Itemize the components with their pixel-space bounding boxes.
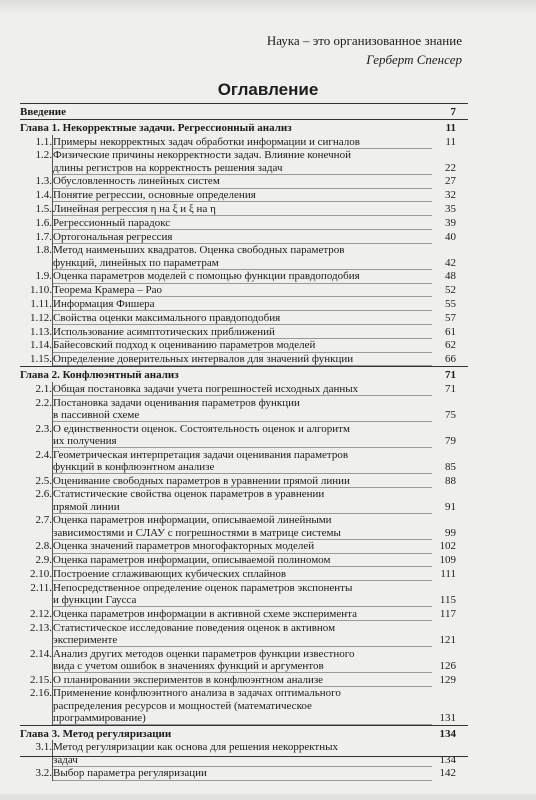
entry-title-line: Геометрическая интерпретация задачи оценивания параметров [53,448,349,461]
entry-title-line: Оценка параметров моделей с помощью функции правдоподобия [53,270,360,283]
page-number: 129 [439,673,456,686]
toc-section-entry[interactable] [20,475,468,487]
entry-title [53,622,432,646]
entry-title-line: Оценка параметров информации в активной схеме эксперимента [53,607,357,620]
entry-title-line: Определение доверительных интервалов для значений функции [53,353,354,366]
entry-title [20,122,432,134]
entry-title-line: Оценка параметров информации, описываемой полиномом [53,554,331,567]
toc-column-rule [52,740,53,781]
chapter-divider [20,119,468,120]
toc-section-entry[interactable] [20,339,468,351]
entry-title-line: функций, линейных по параметрам [53,256,219,269]
page-number: 115 [439,593,456,606]
toc-section-entry[interactable] [20,244,468,268]
entry-title-line: Анализ других методов оценки параметров функции известного [53,647,355,660]
entry-title-line: Глава 1. Некорректные задачи. Регрессионный анализ [20,121,292,134]
entry-title-line: Физические причины некорректности задач. Влияние конечной [53,149,351,162]
toc-section-entry[interactable] [20,298,468,310]
entry-title [53,608,432,620]
entry-title [53,554,432,566]
page-bottom-edge [0,794,536,800]
entry-title [53,449,432,473]
section-number: 1.1. [35,135,52,148]
section-number: 2.7. [35,514,52,527]
entry-title [53,244,432,268]
entry-title [53,767,432,779]
section-number: 1.8. [35,244,52,257]
entry-title [53,231,432,243]
toc-bottom-rule [20,756,468,757]
entry-title-line: программирование) [53,711,146,724]
chapter-divider [20,366,468,367]
entry-title-line: Постановка задачи оценивания параметров функции [53,396,300,409]
page-number: 134 [439,727,456,740]
entry-title-line: длины регистров на корректность решения задач [53,161,283,174]
entry-title-line: зависимостями и СЛАУ с погрешностями в матрице системы [53,526,341,539]
section-number: 2.11. [30,581,52,594]
entry-title-line: Непосредственное определение оценок параметров экспоненты [53,581,353,594]
entry-title [53,175,432,187]
entry-title-line: Теорема Крамера – Рао [53,284,163,297]
entry-title-line: Оценка значений параметров многофакторных моделей [53,540,315,553]
section-number: 1.14. [30,339,52,352]
section-number: 1.7. [35,230,52,243]
section-number: 2.15. [30,673,52,686]
page-number: 91 [445,500,456,513]
toc-section-entry[interactable] [20,397,468,421]
entry-title [53,741,432,765]
entry-title-line: Построение сглаживающих кубических сплайнов [53,568,287,580]
entry-title [20,106,432,118]
entry-title-line: Ортогональная регрессия [53,230,173,243]
epigraph-quote: Наука – это организованное знание [266,33,462,48]
page-number: 134 [439,753,456,766]
toc-chapter-entry[interactable] [20,106,468,118]
entry-title [53,298,432,310]
entry-title-line: и функции Гаусса [53,593,137,606]
entry-title-line: Статистическое исследование поведения оценок в активном [53,621,336,634]
entry-title [53,475,432,487]
toc-section-entry[interactable] [20,767,468,779]
entry-title [53,383,432,395]
page-number: 48 [445,270,456,283]
toc-chapter-entry[interactable] [20,369,468,381]
toc-section-entry[interactable] [20,648,468,672]
toc-section-entry[interactable] [20,608,468,620]
entry-title-line: в пассивной схеме [53,408,140,421]
section-number: 2.9. [35,554,52,567]
entry-title-line: функций в конфлюэнтном анализе [53,460,215,473]
page-number: 126 [439,659,456,672]
section-number: 1.3. [35,175,52,188]
entry-title [53,397,432,421]
page-number: 11 [445,121,456,134]
section-number: 2.8. [35,540,52,553]
section-number: 2.14. [30,647,52,660]
page-number: 40 [445,230,456,243]
chapter-divider [20,725,468,726]
entry-title-line: Метод наименьших квадратов. Оценка свободных параметров [53,244,345,257]
entry-title [53,203,432,215]
page-number: 117 [439,607,456,620]
toc-section-entry[interactable] [20,687,468,724]
section-number: 2.6. [35,488,52,501]
toc-section-entry[interactable] [20,488,468,512]
entry-title [53,687,432,724]
page-number: 85 [445,460,456,473]
entry-title [53,648,432,672]
toc-section-entry[interactable] [20,622,468,646]
section-number: 1.15. [30,353,52,366]
entry-title [53,339,432,351]
toc-section-entry[interactable] [20,353,468,365]
previous-page-bleed [0,0,536,14]
entry-title-line: распределения ресурсов и мощностей (математическое [53,699,312,712]
toc-chapter-entry[interactable] [20,728,468,740]
entry-title-line: Оценивание свободных параметров в уравнении прямой линии [53,474,350,487]
section-number: 2.3. [35,422,52,435]
toc-section-entry[interactable] [20,674,468,686]
section-number: 1.2. [35,149,52,162]
entry-title-line: Регрессионный парадокс [53,216,171,229]
section-number: 1.11. [30,298,52,310]
page-number: 99 [445,526,456,539]
section-number: 2.2. [35,396,52,409]
toc-section-entry[interactable] [20,540,468,552]
page-number: 71 [445,369,456,381]
epigraph-author: Герберт Спенсер [366,52,462,67]
entry-title [53,312,432,324]
entry-title-line: О планировании экспериментов в конфлюэнтном анализе [53,673,324,686]
entry-title-line: вида с учетом ошибок в значениях функций и аргументов [53,659,324,672]
entry-title [53,189,432,201]
toc-section-entry[interactable] [20,554,468,566]
toc-section-entry[interactable] [20,582,468,606]
page-number: 57 [445,311,456,324]
entry-title-line: Оценка параметров информации, описываемой линейными [53,514,332,527]
page-number: 55 [445,298,456,310]
section-number: 2.10. [30,568,52,580]
toc-section-entry[interactable] [20,149,468,173]
entry-title-line: Свойства оценки максимального правдоподобия [53,311,281,324]
section-number: 3.2. [35,767,52,780]
entry-title [53,488,432,512]
entry-title-line: задач [53,753,78,766]
toc-section-entry[interactable] [20,741,468,765]
section-number: 1.4. [35,189,52,202]
section-number: 2.5. [35,474,52,487]
entry-title-line: Использование асимптотических приближений [53,325,275,338]
section-number: 1.10. [30,284,52,297]
entry-title-line: Общая постановка задачи учета погрешностей исходных данных [53,382,359,395]
entry-title [53,582,432,606]
section-number: 1.5. [35,203,52,215]
toc-section-entry[interactable] [20,189,468,201]
entry-title-line: Метод регуляризации как основа для решения некорректных [53,741,339,754]
entry-title [53,540,432,552]
section-number: 2.1. [35,382,52,395]
row-separator [52,780,432,781]
page-number: 131 [439,711,456,724]
toc-section-entry[interactable] [20,423,468,447]
page-title: Оглавление [217,80,319,99]
toc-section-entry[interactable] [20,383,468,395]
page-number: 22 [445,161,456,174]
page-number: 111 [440,568,456,580]
toc-section-entry[interactable] [20,231,468,243]
entry-title-line: эксперименте [53,633,118,646]
entry-title [53,568,432,580]
entry-title [53,136,432,148]
entry-title [20,369,432,381]
toc-section-entry[interactable] [20,270,468,282]
page-number: 32 [445,189,456,202]
entry-title-line: прямой линии [53,500,120,513]
entry-title [53,217,432,229]
page-number: 109 [439,554,456,567]
page-number: 66 [445,353,456,366]
entry-title [20,728,432,740]
entry-title-line: Обусловленность линейных систем [53,175,220,188]
page-number: 75 [445,408,456,421]
entry-title-line: Выбор параметра регуляризации [53,767,207,780]
entry-title [53,514,432,538]
entry-title-line: их получения [53,434,117,447]
toc-section-entry[interactable] [20,514,468,538]
entry-title-line: Глава 3. Метод регуляризации [20,727,172,740]
page-number: 62 [445,339,456,352]
page-number: 42 [445,256,456,269]
section-number: 1.13. [30,325,52,338]
page-number: 71 [445,382,456,395]
toc-section-entry[interactable] [20,568,468,580]
toc-column-rule [52,135,53,367]
toc-section-entry[interactable] [20,312,468,324]
entry-title-line: Примеры некорректных задач обработки информации и сигналов [53,135,360,148]
section-number: 2.12. [30,607,52,620]
page-number: 7 [450,106,456,118]
entry-title-line: Байесовский подход к оцениванию параметров моделей [53,339,316,352]
entry-title [53,149,432,173]
section-number: 1.9. [35,270,52,283]
entry-title-line: Информация Фишера [53,298,155,310]
page-number: 88 [445,474,456,487]
page-number: 27 [445,175,456,188]
entry-title-line: Глава 2. Конфлюэнтный анализ [20,369,179,381]
toc-section-entry[interactable] [20,284,468,296]
toc-section-entry[interactable] [20,326,468,338]
page-number: 102 [439,540,456,553]
entry-title-line: Применение конфлюэнтного анализа в задачах оптимального [53,687,341,700]
entry-title [53,270,432,282]
toc-column-rule [52,382,53,726]
section-number: 2.4. [35,448,52,461]
toc-section-entry[interactable] [20,203,468,215]
toc-section-entry[interactable] [20,217,468,229]
page-number: 39 [445,216,456,229]
toc-top-rule [20,103,468,104]
page-number: 35 [445,203,456,215]
page-number: 79 [445,434,456,447]
section-number: 1.12. [30,311,52,324]
entry-title-line: Понятие регрессии, основные определения [53,189,256,202]
toc-section-entry[interactable] [20,136,468,148]
toc-chapter-entry[interactable] [20,122,468,134]
page-number: 52 [445,284,456,297]
section-number: 3.1. [35,741,52,754]
section-number: 1.6. [35,216,52,229]
page-number: 61 [445,325,456,338]
page-number: 11 [445,135,456,148]
entry-title-line: Введение [20,106,67,118]
entry-title-line: Линейная регрессия η на ξ и ξ на η [53,203,216,215]
page-number: 121 [439,633,456,646]
toc-section-entry[interactable] [20,449,468,473]
page-number: 142 [439,767,456,780]
entry-title [53,284,432,296]
section-number: 2.16. [30,687,52,700]
entry-title-line: Статистические свойства оценок параметров в уравнении [53,488,325,501]
entry-title [53,674,432,686]
entry-title [53,326,432,338]
section-number: 2.13. [30,621,52,634]
entry-title [53,423,432,447]
entry-title-line: О единственности оценок. Состоятельность оценок и алгоритм [53,422,350,435]
toc-section-entry[interactable] [20,175,468,187]
entry-title [53,353,432,365]
